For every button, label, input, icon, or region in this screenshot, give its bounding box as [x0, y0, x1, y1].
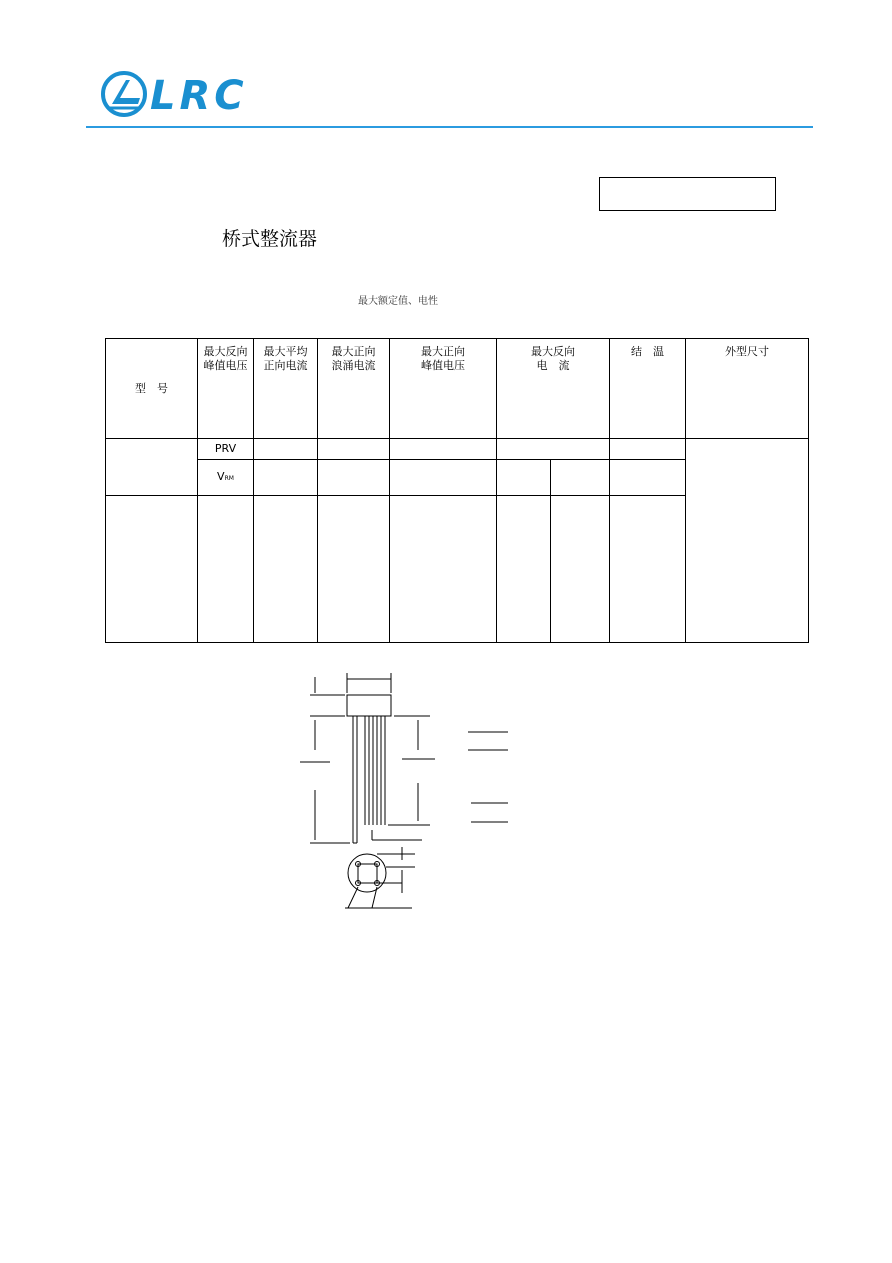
outline-cell: [686, 439, 809, 643]
symbol-cell: [254, 460, 318, 496]
data-cell: [106, 496, 198, 643]
symbol-cell: [390, 460, 497, 496]
symbol-cell: [497, 460, 551, 496]
unit-cell: [318, 439, 390, 460]
header-rule: [86, 126, 813, 128]
unit-cell: [497, 439, 610, 460]
page-subtitle: 最大额定值、电性: [358, 296, 438, 307]
bottom-view-circle: [348, 854, 386, 892]
col-header-reverse-current: 最大反向 电 流: [497, 339, 610, 439]
col-header-avg-current: 最大平均 正向电流: [254, 339, 318, 439]
col-header-prv: 最大反向 峰值电压: [198, 339, 254, 439]
unit-cell: [254, 439, 318, 460]
spec-table: [105, 338, 809, 643]
col-header-surge-current: 最大正向 浪涌电流: [318, 339, 390, 439]
package-body: [347, 695, 391, 716]
col-header-model: 型 号: [106, 339, 198, 439]
data-cell: [551, 496, 610, 643]
unit-cell: [610, 439, 686, 460]
symbol-v: V: [217, 469, 225, 483]
symbol-prv: PRV: [198, 439, 254, 460]
brand-name: LRC: [150, 73, 248, 119]
data-cell: [198, 496, 254, 643]
page-title: 桥式整流器: [222, 228, 318, 250]
data-cell: [318, 496, 390, 643]
model-symbol-cell: [106, 439, 198, 496]
data-cell: [497, 496, 551, 643]
data-cell: [254, 496, 318, 643]
col-header-junction-temp: 结 温: [610, 339, 686, 439]
package-outline-drawing: [290, 665, 530, 915]
unit-cell: [390, 439, 497, 460]
col-header-forward-voltage: 最大正向 峰值电压: [390, 339, 497, 439]
part-number-box: [599, 177, 776, 211]
symbol-vrm: [198, 460, 254, 496]
data-cell: [390, 496, 497, 643]
symbol-cell: [551, 460, 610, 496]
data-cell: [610, 496, 686, 643]
symbol-cell: [318, 460, 390, 496]
symbol-cell: [610, 460, 686, 496]
col-header-outline: 外型尺寸: [686, 339, 809, 439]
symbol-rm-sub: RM: [224, 474, 234, 482]
